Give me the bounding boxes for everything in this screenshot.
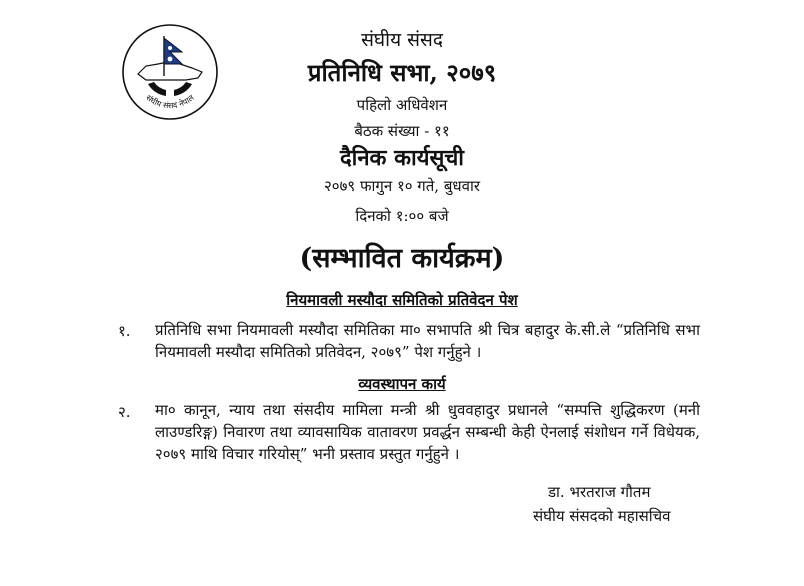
item-number: १. <box>118 322 131 340</box>
house-title: प्रतिनिधि सभा, २०७९ <box>307 58 497 87</box>
meeting-number: बैठक संख्या - ११ <box>354 122 450 140</box>
signatory-name: डा. भरतराज गौतम <box>548 483 651 501</box>
parliament-name: संघीय संसद <box>361 29 443 51</box>
section-heading-report: नियमावली मस्यौदा समितिको प्रतिवेदन पेश <box>286 291 518 309</box>
item-number: २. <box>118 403 131 421</box>
signatory-title: संघीय संसदको महासचिव <box>533 507 671 525</box>
section-heading-legislation: व्यवस्थापन कार्य <box>358 375 446 393</box>
meeting-time: दिनको १:०० बजे <box>355 207 449 225</box>
item-text: प्रतिनिधि सभा नियमावली मस्यौदा समितिका मा० सभापति श्री चित्र बहादुर के.सी.ले “प्रतिनिधि सभा नियमावली मस्यौदा समितिको प्रतिवेदन, २०७९” पेश गर्नुहुने । <box>155 321 700 361</box>
program-heading: (सम्भावित कार्यक्रम) <box>299 243 505 274</box>
meeting-date: २०७९ फागुन १० गते, बुधवार <box>323 177 480 195</box>
item-text: मा० कानून, न्याय तथा संसदीय मामिला मन्त्री श्री धुववहादुर प्रधानले “सम्पत्ति शुद्धिकरण (मनी लाउण्डरिङ्ग) निवारण तथा व्यावसायिक वातावरण प्रवर्द्धन सम्बन्धी केही ऐनलाई संशोधन गर्ने विधेयक, २०७९ माथि विचार गरियोस्” भनी प्रस्ताव प्रस्तुत गर्नुहुने । <box>155 401 700 463</box>
agenda-title: दैनिक कार्यसूची <box>339 145 465 171</box>
svg-text:संघीय संसद नेपाल: संघीय संसद नेपाल <box>144 93 196 111</box>
session-label: पहिलो अधिवेशन <box>356 96 448 114</box>
